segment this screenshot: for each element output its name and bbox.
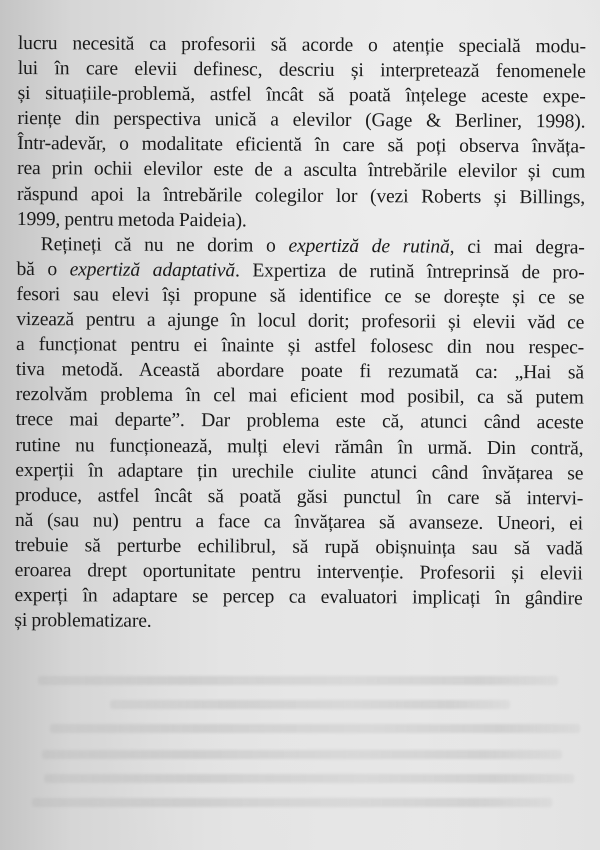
text-line [16,382,584,411]
text-line [15,558,583,587]
text-segment: 1999, pentru metoda Paideia). [16,208,247,232]
paragraph [17,31,586,235]
text-line [15,508,583,537]
text-segment: și problematizare. [14,610,152,632]
text-segment: a funcționat pentru ei înainte și astfel folosesc din nou respec- [16,334,585,359]
text-line [16,282,584,311]
text-segment: Rețineți că nu ne dorim o [40,233,289,257]
text-segment: Într-adevăr, o modalitate eficientă în care să poți observa învăța- [17,133,586,158]
italic-term: expertiză adaptativă [69,259,236,282]
text-line [17,131,585,160]
text-line [17,207,585,236]
text-line [17,106,585,135]
text-segment: eroarea drept oportunitate pentru intervenție. Profesorii și elevii [14,559,583,585]
paragraph [14,232,584,637]
text-segment: rezolvăm problema în cel mai eficient mod posibil, ca să putem [15,384,584,409]
bleed-line [32,798,552,807]
bleed-line [38,676,558,685]
text-line [16,307,584,336]
text-segment: fesori sau elevi își propune să identifice ce se dorește și ce se [16,283,585,309]
text-line [18,31,586,60]
text-segment: bă o [16,258,70,281]
text-segment: , ci mai degra- [449,236,585,259]
text-segment: nă (sau nu) pentru a face ca învățarea să avanseze. Uneori, ei [14,509,584,535]
text-line [17,182,585,211]
body-text [14,31,586,637]
text-line [16,332,584,361]
text-segment: experți în adaptare se percep ca evaluatori implicați în gândire [14,585,583,610]
text-line [14,608,582,637]
text-segment: produce, astfel încât să poată găsi punctul în care să intervi- [15,484,584,510]
text-segment: lui în care elevii definesc, descriu și interpretează fenomenele [17,58,586,83]
text-line [17,156,585,185]
bleed-line [44,774,574,783]
italic-term: expertiză de rutină [288,235,450,258]
text-line [18,56,586,85]
text-segment: tiva metodă. Această abordare poate fi rezumată ca: „Hai să [15,359,584,384]
text-segment: rea prin ochii elevilor este de a asculta întrebările elevilor și cum [17,158,586,183]
text-line [15,533,583,562]
text-line [15,458,583,487]
bleed-line [42,750,562,759]
text-line [17,232,585,261]
text-segment: experții în adaptare țin urechile ciulite atunci când învățarea se [15,459,584,485]
text-line [15,432,583,461]
text-segment: lucru necesită ca profesorii să acorde o atenție specială modu- [17,32,586,58]
text-line [18,81,586,110]
text-line [16,407,584,436]
text-segment: și situațiile-problemă, astfel încât să poată înțelege aceste expe- [17,83,586,108]
text-segment: trece mai departe”. Dar problema este că, atunci când aceste [15,409,584,434]
text-line [15,483,583,512]
reverse-side-bleed-through [30,672,570,842]
text-line [14,583,582,612]
text-segment: riențe din perspectiva unică a elevilor (Gage & Berliner, 1998). [17,108,586,133]
text-segment: vizează pentru a ajunge în locul dorit; profesorii și elevii văd ce [16,309,585,334]
text-line [16,357,584,386]
bleed-line [50,724,580,733]
text-line [16,257,584,286]
text-segment: răspund apoi la întrebările colegilor lor (vezi Roberts și Billings, [16,183,586,209]
text-segment: trebuie să perturbe echilibrul, să rupă obișnuința sau să vadă [14,534,583,560]
bleed-line [110,700,510,709]
text-segment: . Expertiza de rutină întreprinsă de pro- [234,260,585,284]
text-segment: rutine nu funcționează, mulți elevi rămân în urmă. Din contră, [15,434,584,459]
